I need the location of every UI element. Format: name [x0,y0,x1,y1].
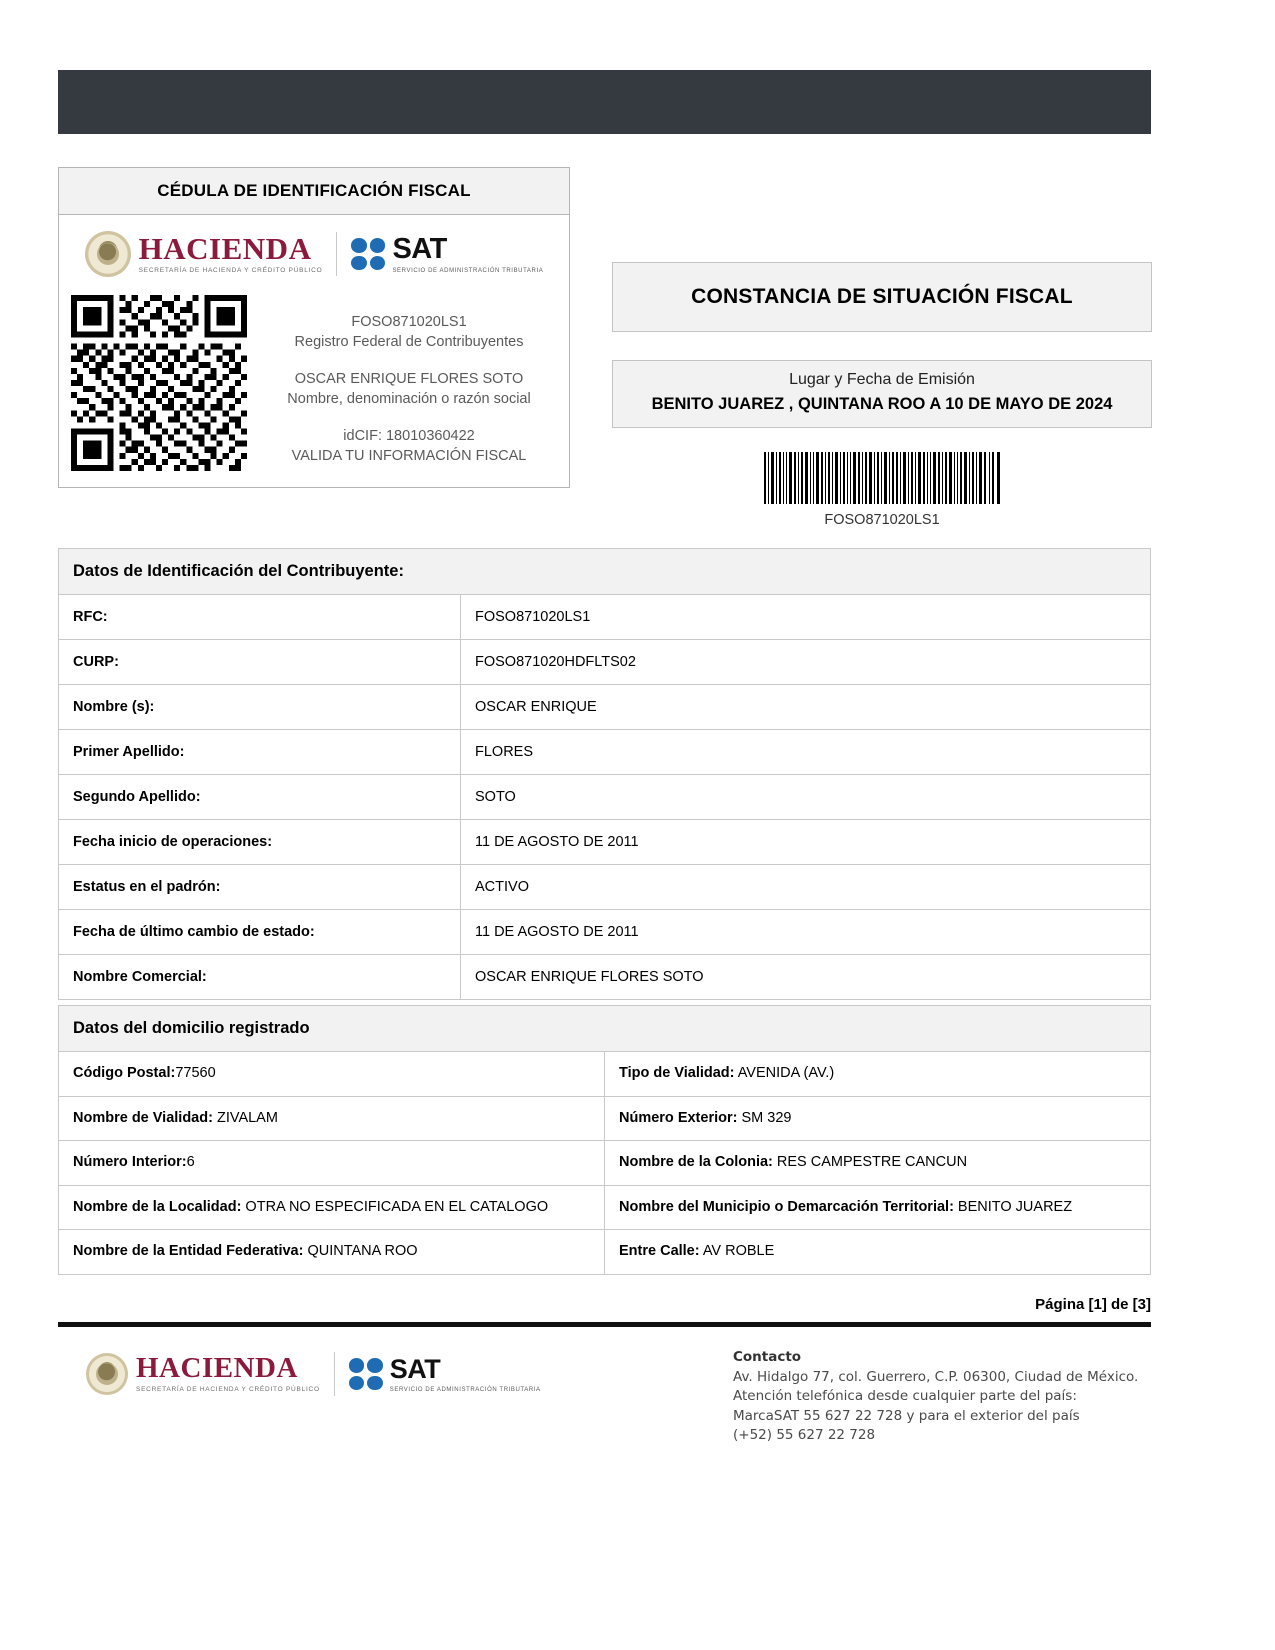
table-row [59,685,1150,730]
hacienda-logo [85,231,323,277]
field-value: OTRA NO ESPECIFICADA EN EL CATALOGO [241,1198,549,1215]
page-number: Página [1] de [3] [1035,1296,1151,1313]
domicilio-left-cell [59,1141,605,1185]
field-label: Nombre de Vialidad: [73,1109,213,1126]
table-row [59,910,1150,955]
field-label: Tipo de Vialidad: [619,1065,735,1081]
barcode-image [762,452,1002,504]
cedula-card-title: CÉDULA DE IDENTIFICACIÓN FISCAL [59,168,569,215]
hacienda-subtitle: SECRETARÍA DE HACIENDA Y CRÉDITO PÚBLICO [138,267,323,275]
cedula-rfc: FOSO871020LS1 [351,314,467,330]
footer-logo-divider [334,1352,335,1396]
cedula-identificacion-fiscal-card [58,167,570,488]
sat-subtitle: SERVICIO DE ADMINISTRACIÓN TRIBUTARIA [392,267,544,274]
qr-code-image [71,295,247,471]
table-row [59,1186,1150,1231]
contact-phone-international: (+52) 55 627 22 728 [733,1427,876,1444]
row-value: SOTO [475,789,516,805]
row-value: ACTIVO [475,879,529,895]
footer-sat-logo [349,1353,541,1393]
row-label: CURP: [59,640,461,684]
mexican-coat-of-arms-icon [85,231,131,277]
sat-logo [351,232,544,274]
emission-value: BENITO JUAREZ , QUINTANA ROO A 10 DE MAYO DE 2024 [651,395,1113,413]
footer-hacienda-subtitle: SECRETARÍA DE HACIENDA Y CRÉDITO PÚBLICO [136,1386,320,1394]
cedula-name: OSCAR ENRIQUE FLORES SOTO [294,371,524,388]
barcode-block [612,452,1152,528]
footer-rule [58,1322,1151,1327]
field-value: 6 [186,1154,195,1171]
contact-phone-intro: Atención telefónica desde cualquier parte del país: [733,1388,1077,1405]
table-row [59,1230,1150,1274]
logo-row [71,225,557,289]
footer-sat-subtitle: SERVICIO DE ADMINISTRACIÓN TRIBUTARIA [389,1386,541,1393]
cedula-idcif: idCIF: 18010360422 [343,428,475,445]
domicilio-left-cell [59,1186,605,1230]
footer-coat-of-arms-icon [86,1353,128,1395]
field-value: 77560 [175,1065,216,1081]
domicilio-heading: Datos del domicilio registrado [59,1006,1150,1052]
footer-hacienda-wordmark: HACIENDA [136,1352,298,1385]
logo-divider [336,232,337,276]
field-value: QUINTANA ROO [303,1243,418,1260]
field-value: ZIVALAM [212,1109,278,1126]
contact-phone-national: MarcaSAT 55 627 22 728 y para el exterior del país [733,1407,1080,1424]
cedula-card-body [59,215,569,487]
domicilio-right-cell [605,1141,1150,1185]
row-value: OSCAR ENRIQUE FLORES SOTO [475,969,704,985]
row-label: Nombre (s): [59,685,461,729]
identificacion-section [58,548,1151,1000]
row-value: 11 DE AGOSTO DE 2011 [475,924,639,940]
footer-sat-dots-icon [349,1358,383,1390]
row-label: Nombre Comercial: [59,955,461,999]
cedula-rfc-caption: Registro Federal de Contribuyentes [294,333,524,350]
field-label: Código Postal: [73,1065,176,1081]
field-value: AV ROBLE [699,1243,775,1260]
domicilio-right-cell [605,1186,1150,1230]
field-value: SM 329 [737,1109,792,1126]
field-label: Número Exterior: [619,1109,738,1126]
emission-box [612,360,1152,428]
table-row [59,955,1150,999]
cedula-name-caption: Nombre, denominación o razón social [287,390,531,407]
row-label: Fecha de último cambio de estado: [59,910,461,954]
field-label: Nombre del Municipio o Demarcación Territorial: [619,1198,954,1215]
field-label: Nombre de la Entidad Federativa: [73,1243,304,1260]
row-label: Fecha inicio de operaciones: [59,820,461,864]
row-label: Primer Apellido: [59,730,461,774]
table-row [59,865,1150,910]
field-value: AVENIDA (AV.) [734,1065,835,1081]
row-label: RFC: [59,595,461,639]
field-label: Nombre de la Colonia: [619,1154,773,1171]
row-label: Estatus en el padrón: [59,865,461,909]
footer-logos [86,1352,541,1396]
qr-and-details-row [71,289,557,471]
hacienda-wordmark: HACIENDA [138,231,312,267]
barcode-label: FOSO871020LS1 [824,512,940,528]
domicilio-rows [59,1052,1150,1274]
emission-label: Lugar y Fecha de Emisión [789,371,975,388]
page-title: CONSTANCIA DE SITUACIÓN FISCAL [612,262,1152,332]
row-value: 11 DE AGOSTO DE 2011 [475,834,639,850]
table-row [59,640,1150,685]
contact-block [733,1348,1138,1446]
table-row [59,1097,1150,1142]
field-value: RES CAMPESTRE CANCUN [772,1154,968,1171]
sat-wordmark: SAT [392,232,447,265]
row-value: FOSO871020LS1 [475,609,591,625]
table-row [59,775,1150,820]
identificacion-heading: Datos de Identificación del Contribuyente: [59,549,1150,595]
identificacion-rows [59,595,1150,999]
contact-title: Contacto [733,1349,802,1365]
field-label: Número Interior: [73,1154,187,1171]
footer-sat-wordmark: SAT [389,1353,441,1384]
domicilio-section [58,1005,1151,1275]
table-row [59,730,1150,775]
cedula-details [261,295,557,466]
table-row [59,1052,1150,1097]
row-value: FLORES [475,744,534,760]
row-value: FOSO871020HDFLTS02 [475,654,636,670]
domicilio-left-cell [59,1052,605,1096]
domicilio-right-cell [605,1052,1150,1096]
domicilio-left-cell [59,1230,605,1274]
field-label: Entre Calle: [619,1243,700,1260]
field-value: BENITO JUAREZ [953,1198,1073,1215]
top-dark-bar [58,70,1151,134]
domicilio-left-cell [59,1097,605,1141]
cedula-validate-text: VALIDA TU INFORMACIÓN FISCAL [291,447,527,464]
footer-hacienda-logo [86,1353,320,1395]
row-value: OSCAR ENRIQUE [475,699,597,715]
table-row [59,820,1150,865]
table-row [59,595,1150,640]
row-label: Segundo Apellido: [59,775,461,819]
field-label: Nombre de la Localidad: [73,1198,242,1215]
domicilio-right-cell [605,1097,1150,1141]
contact-address: Av. Hidalgo 77, col. Guerrero, C.P. 06300, Ciudad de México. [733,1368,1139,1385]
sat-dots-icon [351,238,385,270]
domicilio-right-cell [605,1230,1150,1274]
table-row [59,1141,1150,1186]
